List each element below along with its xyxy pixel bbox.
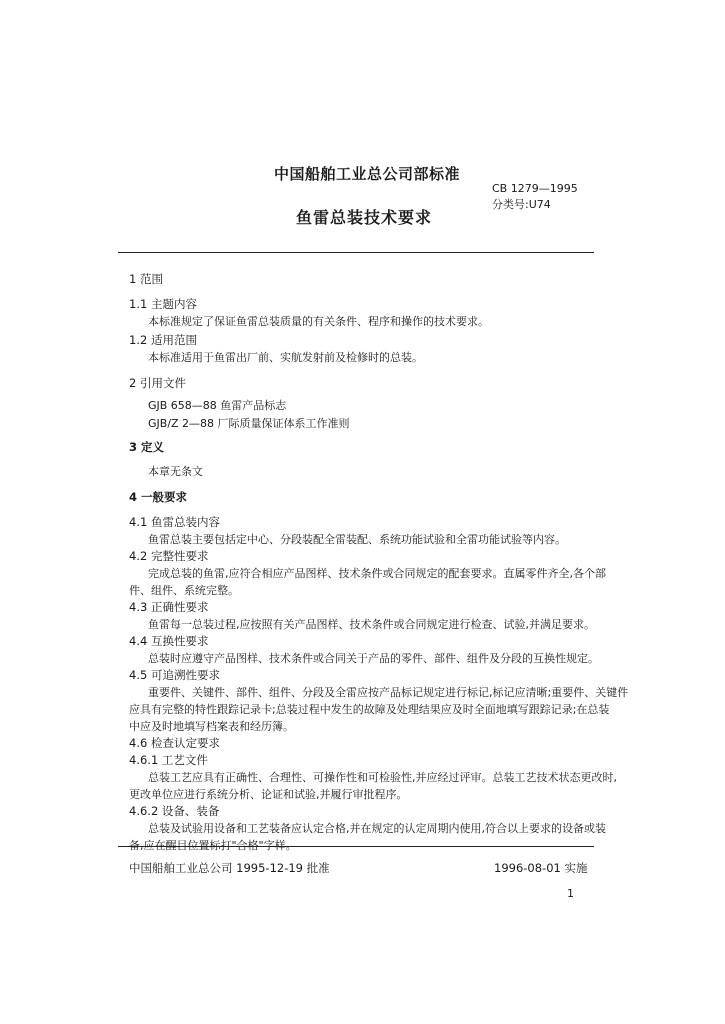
header-rule xyxy=(118,252,594,253)
paragraph-line: 本标准适用于鱼雷出厂前、实航发射前及检修时的总装。 xyxy=(148,351,423,364)
document-title: 鱼雷总装技术要求 xyxy=(296,208,433,227)
paragraph-line: 总装及试验用设备和工艺装备应认定合格,并在规定的认定周期内使用,符合以上要求的设备或装 xyxy=(148,822,606,835)
subsection-heading: 1.2 适用范围 xyxy=(129,333,197,347)
paragraph-line: 完成总装的鱼雷,应符合相应产品图样、技术条件或合同规定的配套要求。直属零件齐全,各个部 xyxy=(148,567,606,580)
org-name: 中国船舶工业总公司部标准 xyxy=(274,165,461,183)
paragraph-line: 鱼雷总装主要包括定中心、分段装配全雷装配、系统功能试验和全雷功能试验等内容。 xyxy=(148,533,566,546)
subsection-heading: 1.1 主题内容 xyxy=(129,297,197,311)
section-heading: 3 定义 xyxy=(129,440,165,454)
paragraph-line: 备,应在醒目位置标打"合格"字样。 xyxy=(129,839,297,852)
paragraph-line: 应具有完整的特性跟踪记录卡;总装过程中发生的故障及处理结果应及时全面地填写跟踪记录;在总装 xyxy=(129,703,610,716)
classification-code: 分类号:U74 xyxy=(492,198,551,211)
paragraph-line: 件、组件、系统完整。 xyxy=(129,584,239,597)
paragraph-line: 重要件、关键件、部件、组件、分段及全雷应按产品标记规定进行标记,标记应清晰;重要件、关键件 xyxy=(148,686,629,699)
approval-line: 中国船舶工业总公司 1995-12-19 批准 xyxy=(129,861,330,875)
paragraph-line: 鱼雷每一总装过程,应按照有关产品图样、技术条件或合同规定进行检查、试验,并满足要求。 xyxy=(148,618,595,631)
reference-line: GJB 658—88 鱼雷产品标志 xyxy=(148,399,287,412)
paragraph-line: 总装工艺应具有正确性、合理性、可操作性和可检验性,并应经过评审。总装工艺技术状态更改时, xyxy=(148,771,617,784)
paragraph-line: 总装时应遵守产品图样、技术条件或合同关于产品的零件、部件、组件及分段的互换性规定。 xyxy=(148,652,599,665)
subsection-heading: 4.1 鱼雷总装内容 xyxy=(129,515,220,529)
subsection-heading: 4.6 检查认定要求 xyxy=(129,736,220,750)
reference-line: GJB/Z 2—88 厂际质量保证体系工作准则 xyxy=(148,417,350,430)
subsection-heading: 4.3 正确性要求 xyxy=(129,600,209,614)
paragraph-line: 本章无条文 xyxy=(148,465,203,478)
effective-date: 1996-08-01 实施 xyxy=(494,861,588,875)
subsection-heading: 4.4 互换性要求 xyxy=(129,634,209,648)
standard-code: CB 1279—1995 xyxy=(492,182,578,195)
section-heading: 4 一般要求 xyxy=(129,490,188,504)
paragraph-line: 更改单位应进行系统分析、论证和试验,并履行审批程序。 xyxy=(129,788,408,801)
subsection-heading: 4.2 完整性要求 xyxy=(129,549,209,563)
subsubsection-heading: 4.6.1 工艺文件 xyxy=(129,753,208,767)
page-number: 1 xyxy=(567,887,574,900)
footer-rule xyxy=(118,846,594,847)
subsection-heading: 4.5 可追溯性要求 xyxy=(129,668,220,682)
section-heading: 2 引用文件 xyxy=(129,376,186,390)
paragraph-line: 本标准规定了保证鱼雷总装质量的有关条件、程序和操作的技术要求。 xyxy=(148,315,489,328)
section-heading: 1 范围 xyxy=(129,272,163,286)
paragraph-line: 中应及时地填写档案表和经历簿。 xyxy=(129,720,294,733)
subsubsection-heading: 4.6.2 设备、装备 xyxy=(129,804,220,818)
